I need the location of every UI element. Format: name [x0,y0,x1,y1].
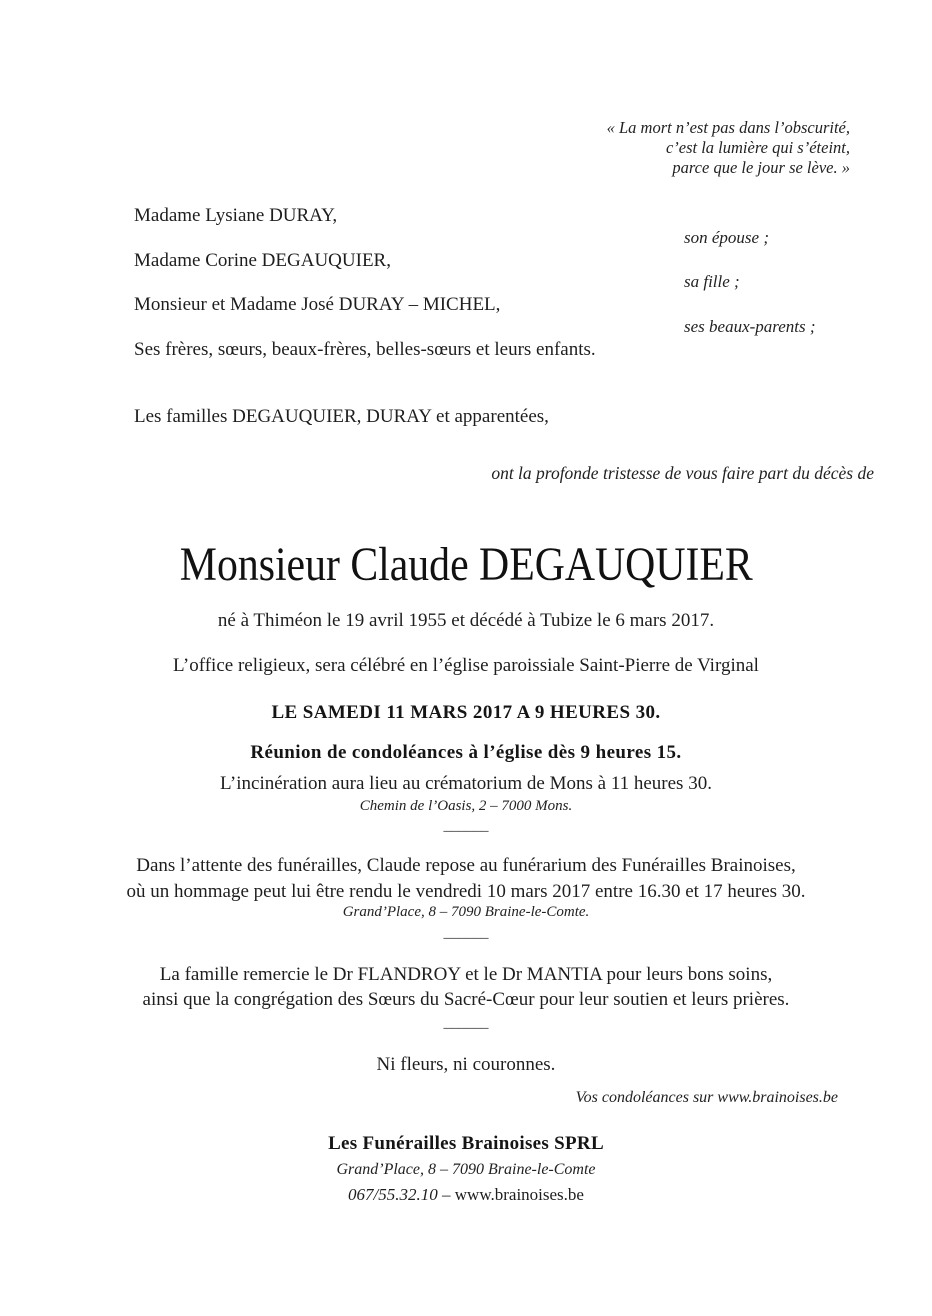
thanks-line-1: La famille remercie le Dr FLANDROY et le Dr MANTIA pour leurs bons soins, [159,964,773,985]
relatives-line: Ses frères, sœurs, beaux-frères, belles-sœurs et leurs enfants. [134,339,596,360]
cremation-address-line: Chemin de l’Oasis, 2 – 7000 Mons. [359,798,573,814]
mourner-relation-3: ses beaux-parents ; [684,317,816,336]
footer-phone-line [0,1184,932,1205]
cremation-line: L’incinération aura lieu au crématorium de Mons à 11 heures 30. [220,773,712,794]
funerarium-line-2: où un hommage peut lui être rendu le vendredi 10 mars 2017 entre 16.30 et 17 heures 30. [126,881,806,902]
mourner-name-2: Madame Corine DEGAUQUIER, [134,250,391,271]
deceased-name-text: Monsieur Claude DEGAUQUIER [179,538,753,591]
footer-address-line: Grand’Place, 8 – 7090 Braine-le-Comte [336,1161,596,1178]
separator-3: –––––– [443,1020,489,1036]
separator-2: –––––– [443,930,489,946]
epitaph-quote-line-3: parce que le jour se lève. » [672,158,850,177]
footer-website: www.brainoises.be [454,1185,584,1204]
families-line: Les familles DEGAUQUIER, DURAY et apparentées, [134,406,549,427]
funerarium-address-line: Grand’Place, 8 – 7090 Braine-le-Comte. [342,904,590,920]
mourner-name-3: Monsieur et Madame José DURAY – MICHEL, [134,294,501,315]
mourner-relation-2: sa fille ; [684,272,740,291]
epitaph-quote-line-1: « La mort n’est pas dans l’obscurité, [606,118,850,137]
life-dates-line: né à Thiméon le 19 avril 1955 et décédé à Tubize le 6 mars 2017. [217,610,715,631]
condolence-meeting-line: Réunion de condoléances à l’église dès 9 heures 15. [250,742,682,763]
religious-service-line: L’office religieux, sera célébré en l’église paroissiale Saint-Pierre de Virginal [173,655,759,676]
footer-phone-number: 067/55.32.10 – [348,1185,451,1204]
epitaph-quote-line-2: c’est la lumière qui s’éteint, [665,138,850,157]
separator-1: –––––– [443,823,489,839]
funerarium-line-1: Dans l’attente des funérailles, Claude repose au funérarium des Funérailles Brainoises, [136,855,796,876]
mourner-name-1: Madame Lysiane DURAY, [134,205,338,226]
service-datetime-line: LE SAMEDI 11 MARS 2017 A 9 HEURES 30. [271,702,661,723]
epitaph-quote [607,118,850,178]
flowers-line: Ni fleurs, ni couronnes. [376,1054,556,1075]
thanks-line-2: ainsi que la congrégation des Sœurs du Sacré-Cœur pour leur soutien et leurs prières. [142,989,790,1010]
online-condolences-line: Vos condoléances sur www.brainoises.be [575,1089,838,1106]
deceased-name-title [0,536,932,594]
mourner-relation-1: son épouse ; [684,228,769,247]
footer-company-name: Les Funérailles Brainoises SPRL [328,1133,604,1154]
announcement-line: ont la profonde tristesse de vous faire part du décès de [491,463,874,483]
